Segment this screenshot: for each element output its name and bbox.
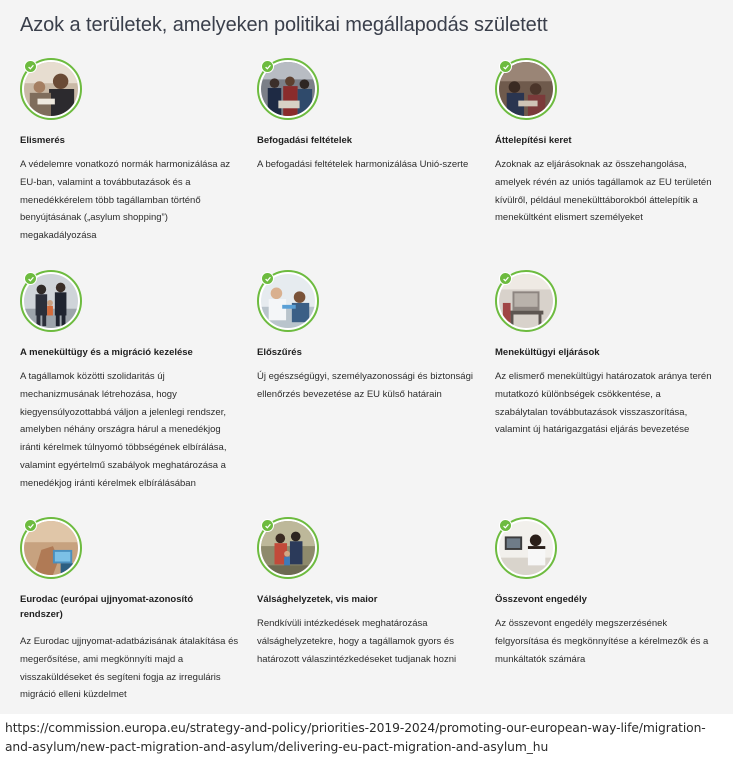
check-icon — [24, 272, 37, 285]
card-title: Menekültügyi eljárások — [495, 347, 600, 358]
card-title: Összevont engedély — [495, 594, 587, 605]
check-icon — [261, 60, 274, 73]
card-title: Eurodac (európai ujjnyomat-azonosító rendszer) — [20, 594, 194, 620]
check-icon — [499, 519, 512, 532]
card-title: Válsághelyzetek, vis maior — [257, 594, 378, 605]
photo-frame — [495, 517, 557, 579]
photo-frame — [495, 58, 557, 120]
check-icon — [499, 272, 512, 285]
card-title: Befogadási feltételek — [257, 135, 353, 146]
card-body: Az összevont engedély megszerzésének felgyorsítása és megkönnyítése a kérelmezők és a munkáltatók számára — [495, 618, 709, 665]
check-icon — [499, 60, 512, 73]
check-icon — [261, 272, 274, 285]
card-body: Azoknak az eljárásoknak az összehangolása, amelyek révén az uniós tagállamok az EU területén kívülről, például menekülttáborokból áttelepítik a menekültként elismert személyeket — [495, 159, 712, 224]
photo-frame — [20, 517, 82, 579]
page-title: Azok a területek, amelyeken politikai megállapodás született — [20, 14, 548, 36]
card-title: Elismerés — [20, 135, 65, 146]
card-body: A befogadási feltételek harmonizálása Unió-szerte — [257, 159, 469, 170]
card-title: A menekültügy és a migráció kezelése — [20, 347, 193, 358]
photo-frame — [20, 58, 82, 120]
source-url: https://commission.europa.eu/strategy-and-policy/priorities-2019-2024/promoting-our-european-way-life/migration-and-asylum/new-pact-migration-and-asylum/delivering-eu-pact-migration-and-asylum_hu — [5, 721, 706, 754]
card-body: Az Eurodac ujjnyomat-adatbázisának átalakítása és megerősítése, ami megkönnyíti majd a visszaküldéseket és segíteni fogja az irreguláris migráció elleni küzdelmet — [20, 636, 239, 701]
photo-frame — [257, 58, 319, 120]
photo-frame — [257, 517, 319, 579]
card-body: Rendkívüli intézkedések meghatározása válsághelyzetekre, hogy a tagállamok gyors és határozott válaszintézkedéseket tudjanak hozni — [257, 618, 457, 665]
card-body: A tagállamok közötti szolidaritás új mechanizmusának létrehozása, hogy kiegyensúlyozottabbá váljon a jelenlegi rendszer, amelyben néhány országra hárul a menedékjog iránti kérelmek túlnyomó többségének elbírálása, valamint egyértelmű szabályok meghatározása a menedékjog iránti kérelmek elbírálásában — [20, 371, 227, 489]
card-title: Előszűrés — [257, 347, 302, 358]
check-icon — [24, 60, 37, 73]
photo-frame — [257, 270, 319, 332]
card-body: Az elismerő menekültügyi határozatok aránya terén mutatkozó különbségek csökkentése, a szabálytalan továbbutazások visszaszorítása, valamint új határigazgatási eljárás bevezetése — [495, 371, 712, 436]
card-body: A védelemre vonatkozó normák harmonizálása az EU-ban, valamint a továbbutazások és a menedékkérelem több tagállamban történő benyújtásának („asylum shopping”) megakadályozása — [20, 159, 231, 242]
card-title: Áttelepítési keret — [495, 135, 572, 146]
check-icon — [24, 519, 37, 532]
check-icon — [261, 519, 274, 532]
photo-frame — [20, 270, 82, 332]
card-body: Új egészségügyi, személyazonossági és biztonsági ellenőrzés bevezetése az EU külső határain — [257, 371, 473, 400]
photo-frame — [495, 270, 557, 332]
